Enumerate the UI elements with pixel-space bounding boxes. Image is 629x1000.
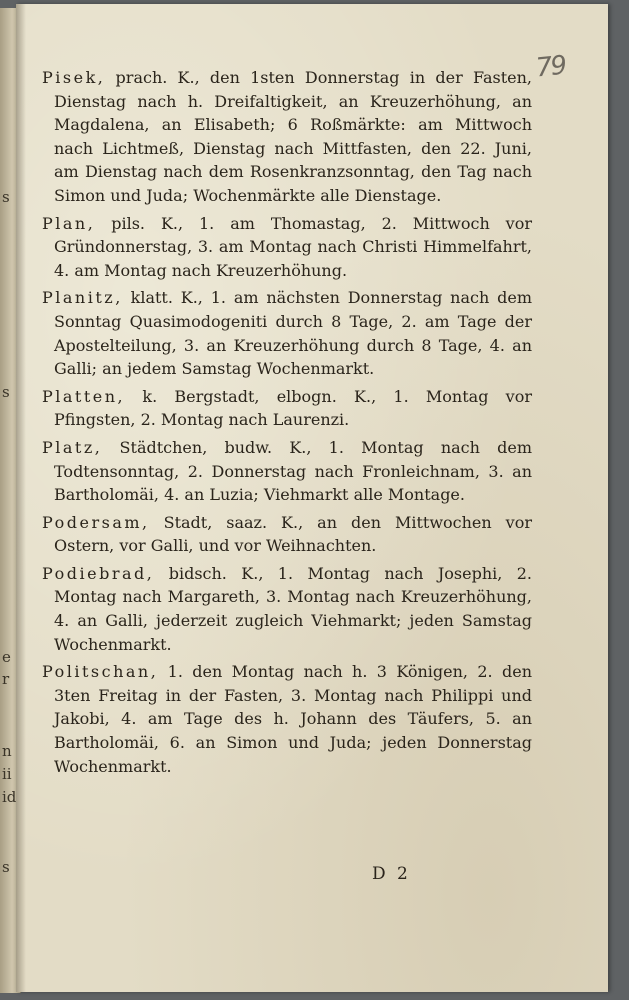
left-page-fragment: s	[2, 188, 10, 206]
page-gutter-shadow	[16, 4, 26, 992]
left-page-fragment: n	[2, 742, 12, 760]
entry-text: klatt. K., 1. am nächsten Donnerstag nach dem Sonntag Quasimodogeniti durch 8 Tage, 2. am Tage der Apostelteilung, 3. an Kreuzerhöhung durch 8 Tage, 4. an Galli; an jedem Samstag Wochenmarkt.	[54, 288, 532, 379]
place-name: Platz,	[42, 437, 103, 457]
place-name: Planitz,	[42, 288, 123, 308]
place-name: Podersam,	[42, 512, 150, 532]
entry-podiebrad	[42, 562, 532, 656]
entry-planitz	[42, 286, 532, 380]
place-name: Politschan,	[42, 662, 159, 682]
place-name: Podiebrad,	[42, 563, 155, 583]
left-page-fragment: s	[2, 383, 10, 401]
place-name: Pisek,	[42, 68, 106, 87]
place-name: Plan,	[42, 213, 96, 233]
left-page-fragment: ii	[2, 765, 12, 783]
left-page-fragment: r	[2, 670, 10, 688]
entry-text: k. Bergstadt, elbogn. K., 1. Montag vor Pfingsten, 2. Montag nach Laurenzi.	[54, 386, 532, 430]
entry-platz	[42, 436, 532, 507]
left-page-fragment: s	[2, 858, 10, 876]
entry-platten	[42, 385, 532, 432]
market-listing	[42, 66, 532, 782]
entry-text: pils. K., 1. am Thomastag, 2. Mittwoch vor Gründonnerstag, 3. am Montag nach Christi Himmelfahrt, 4. am Montag nach Kreuzerhöhung.	[54, 213, 532, 280]
place-name: Platten,	[42, 386, 126, 406]
entry-text: 1. den Montag nach h. 3 Königen, 2. den 3ten Freitag in der Fasten, 3. Montag nach Philippi und Jakobi, 4. am Tage des h. Johann des Täufers, 5. an Bartholomäi, 6. an Simon und Juda; jeden Donnerstag Wochenmarkt.	[54, 662, 532, 776]
entry-politschan	[42, 660, 532, 778]
entry-text: prach. K., den 1sten Donnerstag in der Fasten, Dienstag nach h. Dreifaltigkeit, an Kreuzerhöhung, an Magdalena, an Elisabeth; 6 Roßmärkte: am Mittwoch nach Lichtmeß, Dienstag nach Mittfasten, den 22. Juni, am Dienstag nach dem Rosenkranzsonntag, den Tag nach Simon und Juda; Wochenmärkte alle Dienstage.	[54, 68, 532, 205]
left-page-fragment: e	[2, 648, 11, 666]
entry-plan	[42, 212, 532, 283]
printer-signature-mark: D 2	[372, 864, 411, 884]
entry-podersam	[42, 511, 532, 558]
entry-text: Stadt, saaz. K., an den Mittwochen vor Ostern, vor Galli, und vor Weihnachten.	[54, 512, 532, 556]
entry-text: bidsch. K., 1. Montag nach Josephi, 2. Montag nach Margareth, 3. Montag nach Kreuzerhöhung, 4. an Galli, jederzeit zugleich Viehmarkt; jeden Samstag Wochenmarkt.	[54, 563, 532, 654]
handwritten-page-number: 79	[534, 50, 567, 84]
entry-pisek	[42, 66, 532, 208]
entry-text: Städtchen, budw. K., 1. Montag nach dem Todtensonntag, 2. Donnerstag nach Fronleichnam, 3. an Bartholomäi, 4. an Luzia; Viehmarkt alle Montage.	[54, 437, 532, 505]
left-page-fragment: id	[2, 788, 17, 806]
